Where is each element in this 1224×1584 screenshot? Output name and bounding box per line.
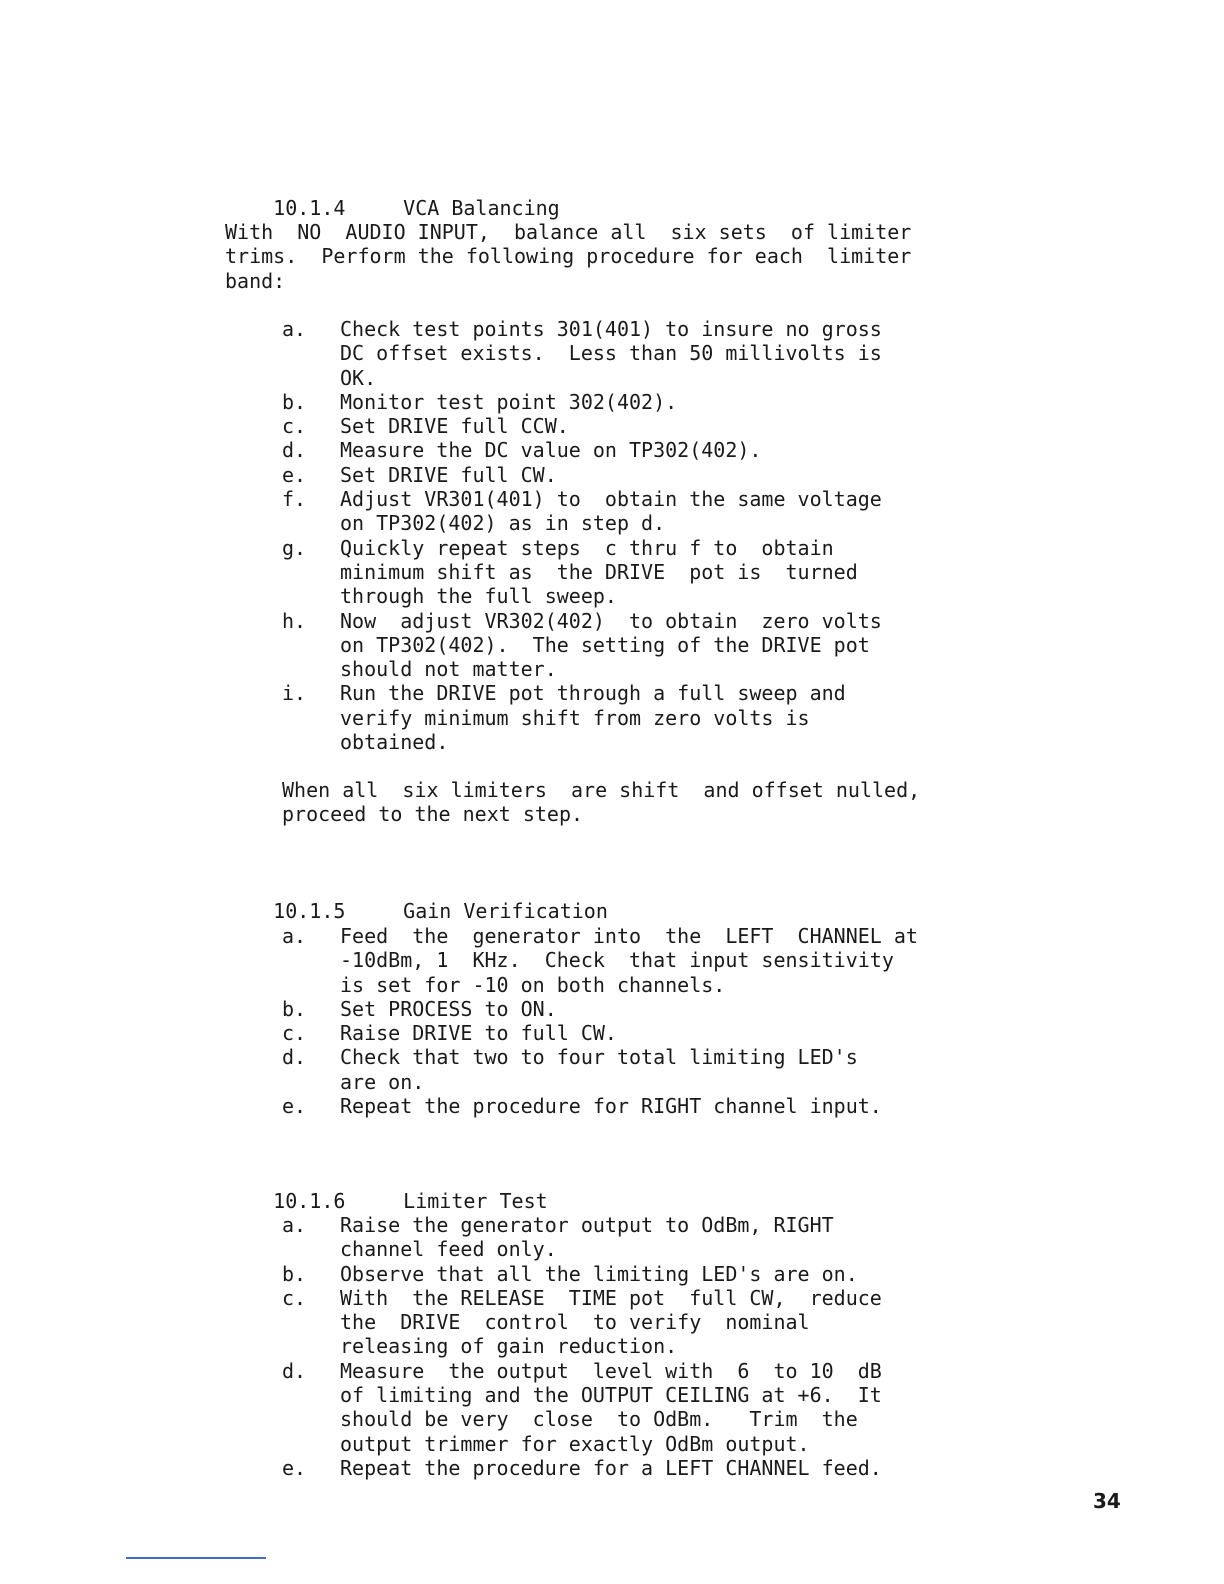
item-marker: d. (282, 1358, 307, 1383)
item-line: Run the DRIVE pot through a full sweep and (340, 681, 846, 706)
list-item (282, 390, 1062, 414)
item-line: Adjust VR301(401) to obtain the same voltage (340, 487, 882, 512)
intro-line: trims. Perform the following procedure for each limiter (225, 244, 912, 269)
item-marker: b. (282, 996, 307, 1021)
item-line: of limiting and the OUTPUT CEILING at +6. It (340, 1383, 882, 1408)
intro-line: With NO AUDIO INPUT, balance all six sets of limiter (225, 220, 912, 244)
section-title: VCA Balancing (403, 196, 560, 220)
item-line: channel feed only. (340, 1237, 557, 1262)
item-line: Observe that all the limiting LED's are on. (340, 1261, 858, 1286)
item-line: Set PROCESS to ON. (340, 996, 557, 1021)
item-line: DC offset exists. Less than 50 millivolts is (340, 341, 882, 366)
section-number: 10.1.5 (273, 899, 346, 923)
closing-line: When all six limiters are shift and offset nulled, (282, 778, 921, 802)
section-closing (282, 778, 1062, 827)
list-item (282, 1359, 1062, 1456)
section-title: Gain Verification (403, 899, 608, 923)
list-item (282, 463, 1062, 487)
list-item (282, 536, 1062, 609)
procedure-list-10-1-5 (282, 924, 1062, 1118)
list-item (282, 997, 1062, 1021)
item-marker: e. (282, 1455, 307, 1480)
list-item (282, 414, 1062, 438)
procedure-list-10-1-6 (282, 1213, 1062, 1480)
item-marker: b. (282, 389, 307, 414)
item-line: Now adjust VR302(402) to obtain zero volts (340, 608, 882, 633)
item-line: output trimmer for exactly OdBm output. (340, 1431, 810, 1456)
item-marker: a. (282, 317, 307, 341)
item-line: is set for -10 on both channels. (340, 972, 726, 997)
item-marker: c. (282, 414, 307, 439)
item-line: verify minimum shift from zero volts is (340, 705, 810, 730)
item-line: Feed the generator into the LEFT CHANNEL at (340, 924, 918, 948)
intro-line: band: (225, 268, 286, 293)
item-line: through the full sweep. (340, 584, 617, 609)
item-marker: i. (282, 681, 307, 706)
list-item (282, 1262, 1062, 1286)
list-item (282, 924, 1062, 997)
procedure-list-10-1-4 (282, 317, 1062, 754)
item-line: Check that two to four total limiting LED's (340, 1045, 858, 1070)
item-line: Measure the DC value on TP302(402). (340, 438, 762, 463)
item-line: on TP302(402). The setting of the DRIVE pot (340, 632, 870, 657)
list-item (282, 487, 1062, 536)
item-line: Monitor test point 302(402). (340, 389, 678, 414)
item-line: are on. (340, 1069, 425, 1094)
list-item (282, 1045, 1062, 1094)
item-line: Set DRIVE full CCW. (340, 414, 569, 439)
section-title: Limiter Test (403, 1189, 548, 1213)
list-item (282, 1213, 1062, 1262)
list-item (282, 317, 1062, 390)
item-marker: f. (282, 487, 307, 512)
list-item (282, 1286, 1062, 1359)
item-line: Quickly repeat steps c thru f to obtain (340, 535, 834, 560)
item-marker: g. (282, 535, 307, 560)
item-line: Measure the output level with 6 to 10 dB (340, 1358, 882, 1383)
item-line: Repeat the procedure for a LEFT CHANNEL feed. (340, 1455, 882, 1480)
item-line: the DRIVE control to verify nominal (340, 1310, 810, 1335)
list-item (282, 1021, 1062, 1045)
item-line: should not matter. (340, 657, 557, 682)
item-line: obtained. (340, 730, 449, 755)
section-intro (225, 220, 1060, 293)
list-item (282, 609, 1062, 682)
section-number: 10.1.4 (273, 196, 346, 220)
list-item (282, 438, 1062, 462)
closing-line: proceed to the next step. (282, 802, 584, 827)
item-marker: c. (282, 1285, 307, 1310)
footnote-rule (126, 1557, 266, 1559)
list-item (282, 1456, 1062, 1480)
item-marker: h. (282, 608, 307, 633)
item-line: releasing of gain reduction. (340, 1334, 678, 1359)
item-marker: e. (282, 462, 307, 487)
item-line: should be very close to OdBm. Trim the (340, 1407, 858, 1432)
item-marker: a. (282, 924, 307, 948)
item-line: Set DRIVE full CW. (340, 462, 557, 487)
item-line: Raise the generator output to OdBm, RIGHT (340, 1213, 834, 1237)
item-line: Check test points 301(401) to insure no gross (340, 317, 882, 341)
item-line: OK. (340, 365, 377, 390)
item-line: on TP302(402) as in step d. (340, 511, 666, 536)
item-marker: b. (282, 1261, 307, 1286)
item-marker: c. (282, 1021, 307, 1046)
item-marker: e. (282, 1094, 307, 1119)
item-line: Raise DRIVE to full CW. (340, 1021, 617, 1046)
section-number: 10.1.6 (273, 1189, 346, 1213)
item-marker: a. (282, 1213, 307, 1237)
item-line: Repeat the procedure for RIGHT channel input. (340, 1094, 882, 1119)
list-item (282, 1094, 1062, 1118)
item-marker: d. (282, 438, 307, 463)
item-line: minimum shift as the DRIVE pot is turned (340, 559, 858, 584)
item-line: With the RELEASE TIME pot full CW, reduce (340, 1285, 882, 1310)
item-line: -10dBm, 1 KHz. Check that input sensitivity (340, 948, 894, 973)
page-number: 34 (1093, 1489, 1121, 1513)
list-item (282, 681, 1062, 754)
item-marker: d. (282, 1045, 307, 1070)
